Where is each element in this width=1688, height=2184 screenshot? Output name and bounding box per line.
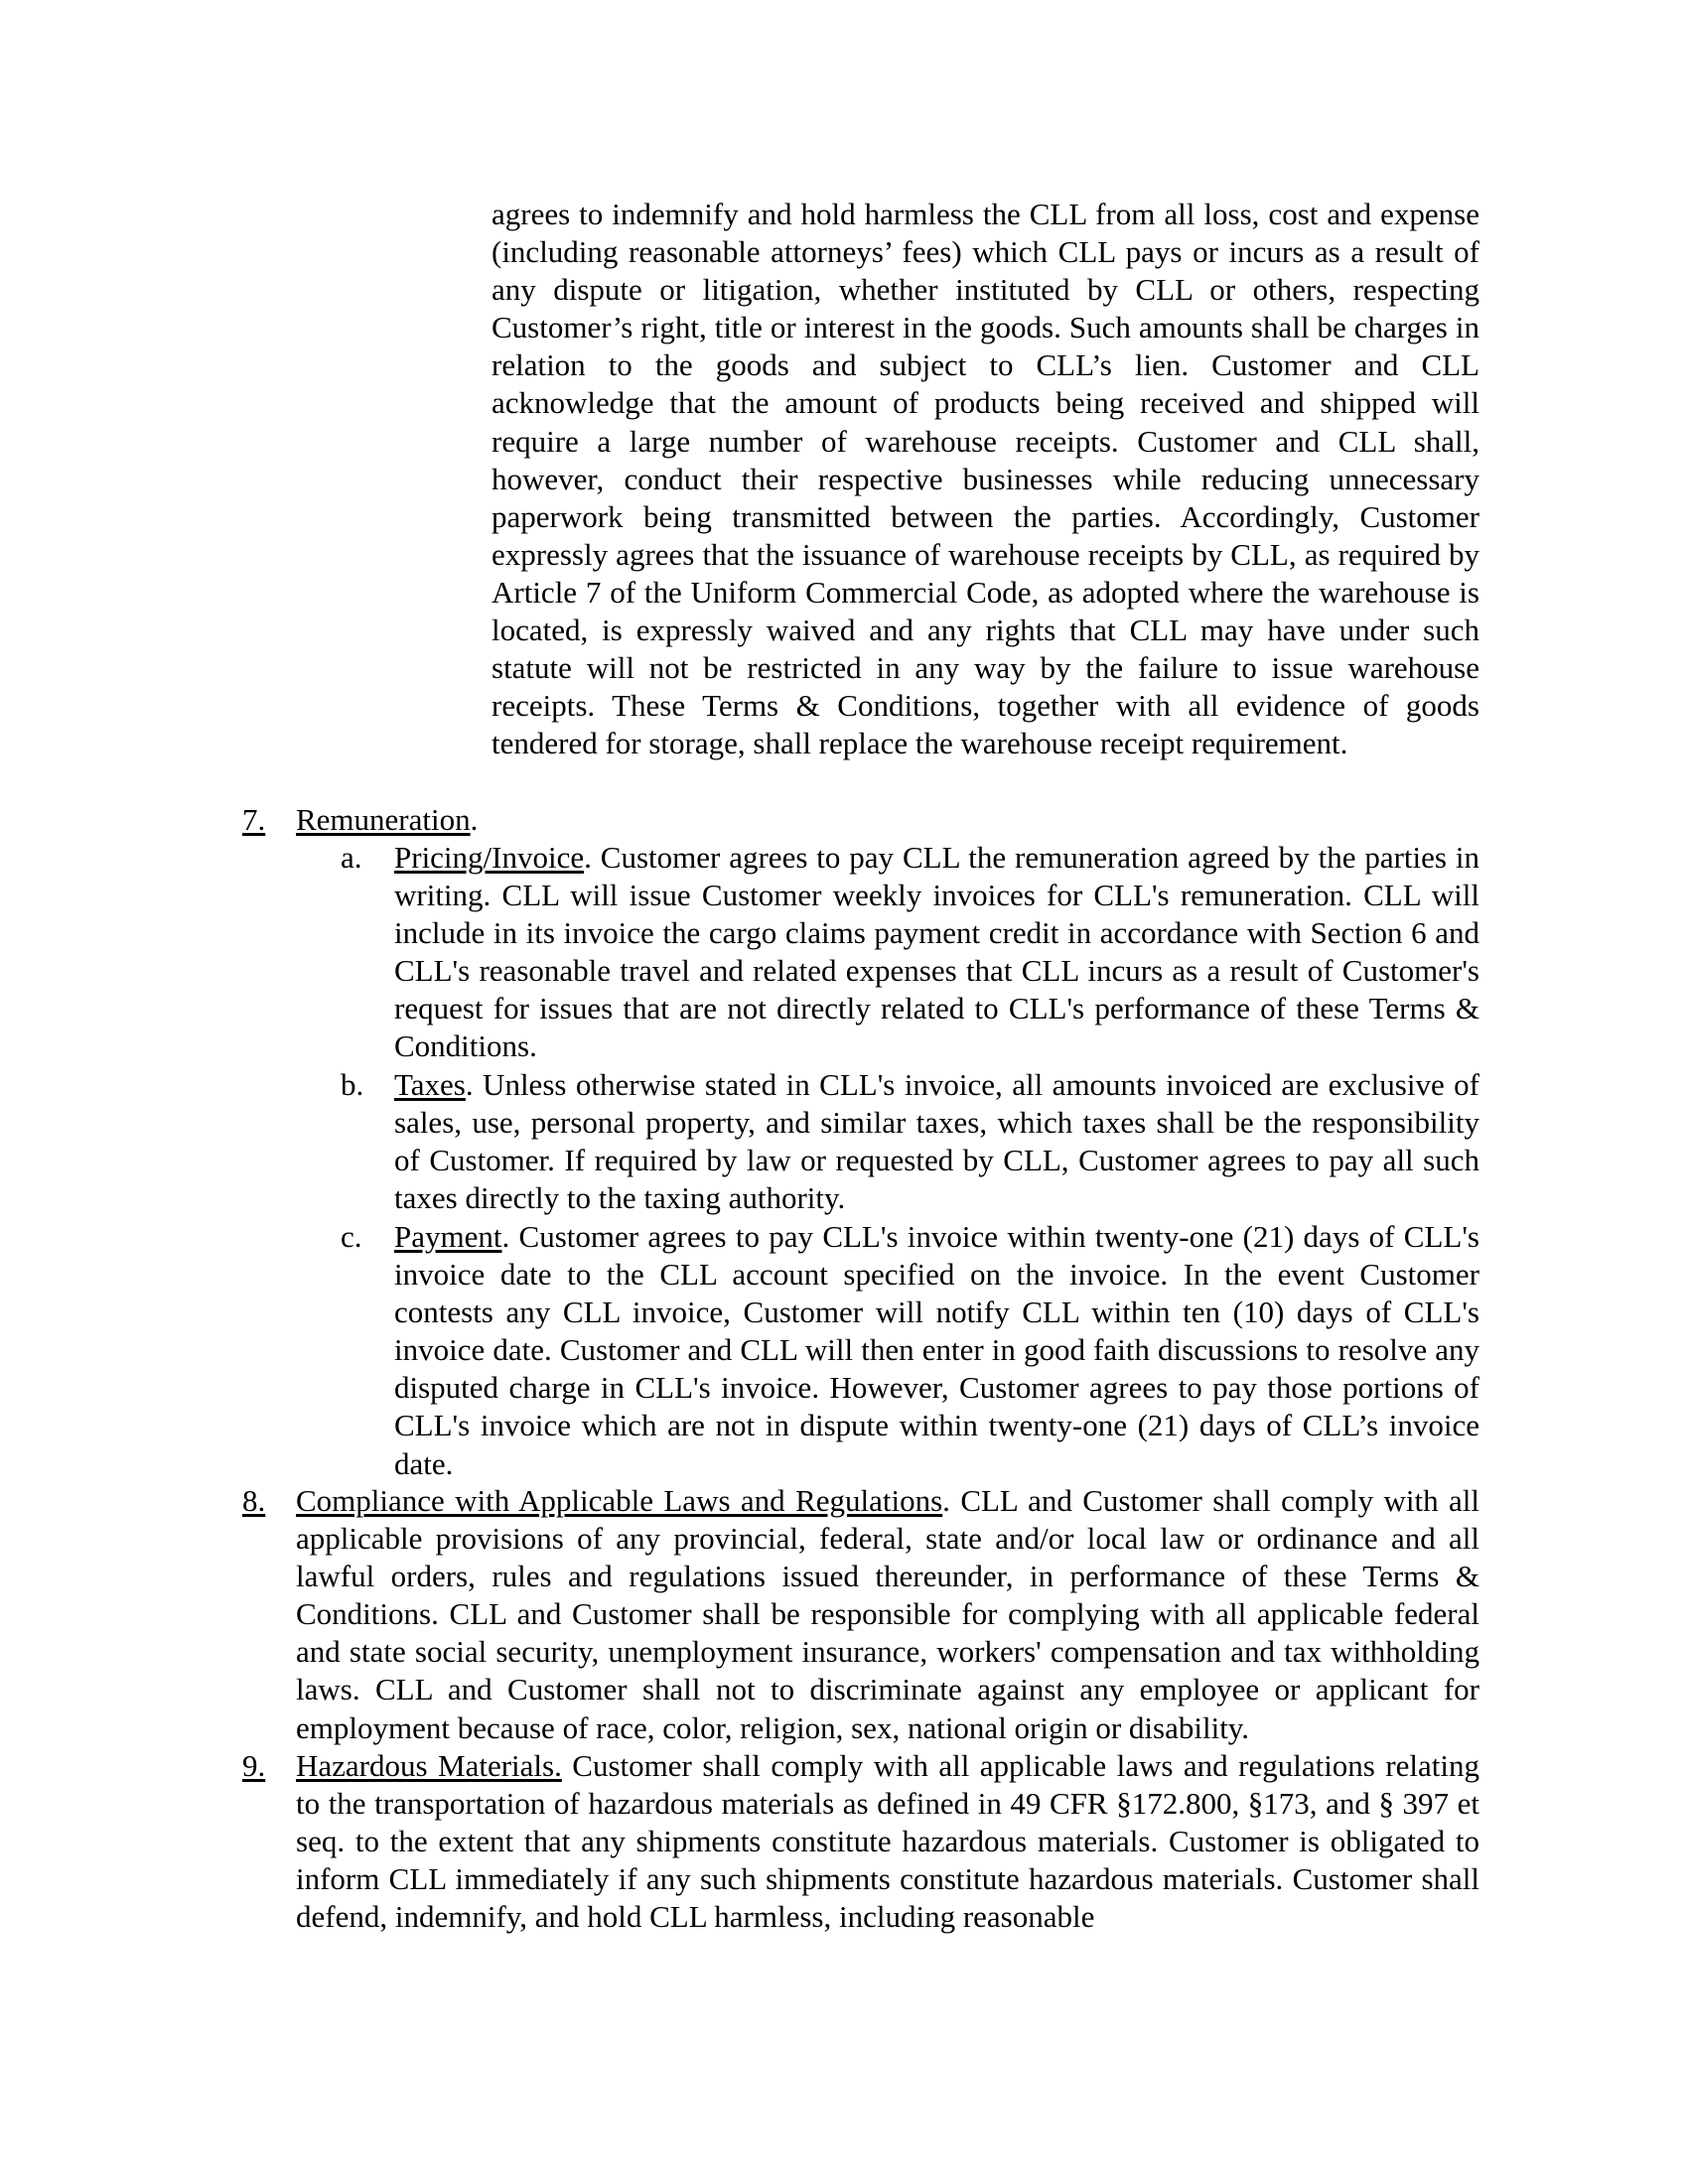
section-8-text: . CLL and Customer shall comply with all applicable provisions of any provincial, federal, state and/or local law or ordinance and all lawful orders, rules and regulations issued thereunder, in performance of these Terms & Conditions. CLL and Customer shall be responsible for complying with all applicable federal and state social security, unemployment insurance, workers' compensation and tax withholding laws. CLL and Customer shall not to discriminate against any employee or applicant for employment because of race, color, religion, sex, national origin or disability. — [296, 1483, 1480, 1745]
section-7c-heading: Payment — [394, 1219, 502, 1254]
section-7b-label: b. — [341, 1067, 364, 1102]
section-7-body — [296, 801, 1479, 839]
section-7b-body — [394, 1066, 1479, 1217]
section-8-number: 8. — [242, 1483, 266, 1518]
section-7c-body — [394, 1218, 1479, 1483]
section-7c-label: c. — [341, 1219, 362, 1254]
section-7-heading: Remuneration — [296, 802, 471, 837]
section-7-heading-period: . — [470, 802, 479, 837]
section-9-text: Customer shall comply with all applicable laws and regulations relating to the transportation of hazardous materials as defined in 49 CFR §172.800, §173, and § 397 et seq. to the extent that any shipments constitute hazardous materials. Customer is obligated to inform CLL immediately if any such shipments constitute hazardous materials. Customer shall defend, indemnify, and hold CLL harmless, including reasonable — [296, 1748, 1480, 1935]
section-8-heading: Compliance with Applicable Laws and Regulations — [296, 1483, 943, 1518]
section-7b-text: . Unless otherwise stated in CLL's invoice, all amounts invoiced are exclusive of sales, use, personal property, and similar taxes, which taxes shall be the responsibility of Customer. If required by law or requested by CLL, Customer agrees to pay all such taxes directly to the taxing authority. — [394, 1067, 1479, 1216]
section-8 — [242, 1482, 1479, 1747]
section-9-heading: Hazardous Materials. — [296, 1748, 562, 1783]
section-9-body — [296, 1747, 1479, 1936]
section-7a-heading: Pricing/Invoice — [394, 840, 585, 875]
section-7b-heading: Taxes — [394, 1067, 466, 1102]
section-9 — [242, 1747, 1479, 1936]
section-7 — [242, 801, 1479, 839]
section-9-number: 9. — [242, 1748, 266, 1783]
section-7a — [341, 839, 1479, 1066]
section-7c — [341, 1218, 1479, 1483]
section-7b — [341, 1066, 1479, 1217]
section-7a-label: a. — [341, 840, 362, 875]
section-7a-text: . Customer agrees to pay CLL the remuneration agreed by the parties in writing. CLL will issue Customer weekly invoices for CLL's remuneration. CLL will include in its invoice the cargo claims payment credit in accordance with Section 6 and CLL's reasonable travel and related expenses that CLL incurs as a result of Customer's request for issues that are not directly related to CLL's performance of these Terms & Conditions. — [394, 840, 1479, 1064]
section-7-number: 7. — [242, 802, 266, 837]
section-7a-body — [394, 839, 1479, 1066]
section-7c-text: . Customer agrees to pay CLL's invoice within twenty-one (21) days of CLL's invoice date to the CLL account specified on the invoice. In the event Customer contests any CLL invoice, Customer will notify CLL within ten (10) days of CLL's invoice date. Customer and CLL will then enter in good faith discussions to resolve any disputed charge in CLL's invoice. However, Customer agrees to pay those portions of CLL's invoice which are not in dispute within twenty-one (21) days of CLL’s invoice date. — [394, 1219, 1479, 1481]
continuation-paragraph: agrees to indemnify and hold harmless the CLL from all loss, cost and expense (including reasonable attorneys’ fees) which CLL pays or incurs as a result of any dispute or litigation, whether instituted by CLL or others, respecting Customer’s right, title or interest in the goods. Such amounts shall be charges in relation to the goods and subject to CLL’s lien. Customer and CLL acknowledge that the amount of products being received and shipped will require a large number of warehouse receipts. Customer and CLL shall, however, conduct their respective businesses while reducing unnecessary paperwork being transmitted between the parties. Accordingly, Customer expressly agrees that the issuance of warehouse receipts by CLL, as required by Article 7 of the Uniform Commercial Code, as adopted where the warehouse is located, is expressly waived and any rights that CLL may have under such statute will not be restricted in any way by the failure to issue warehouse receipts. These Terms & Conditions, together with all evidence of goods tendered for storage, shall replace the warehouse receipt requirement. — [492, 197, 1479, 761]
section-8-body — [296, 1482, 1479, 1747]
